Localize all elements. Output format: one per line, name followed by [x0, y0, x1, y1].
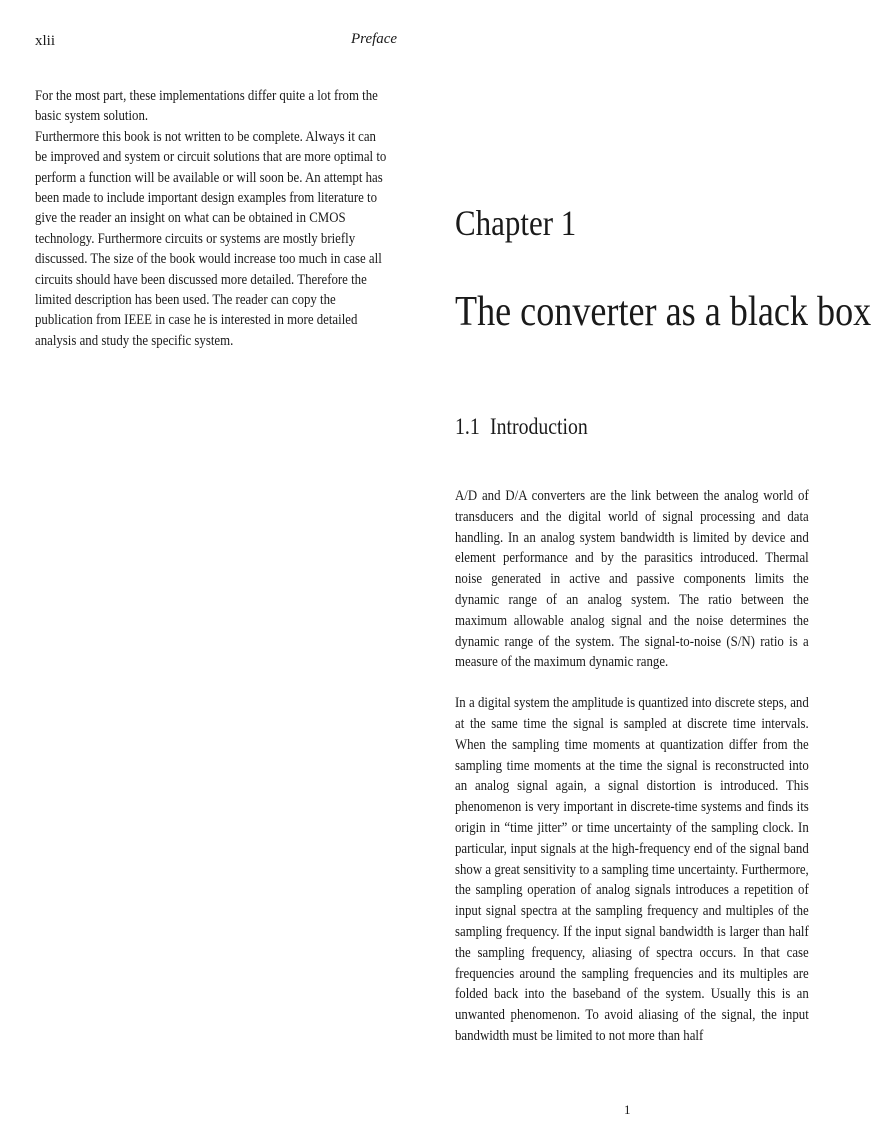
right-paragraph-2: In a digital system the amplitude is quantized into discrete steps, and at the same time the signal is sampled at discrete time intervals. When the sampling time moments at quantization differ from the sampling time moments at the time the signal is reconstructed into an analog signal again, a signal distortion is introduced. This phenomenon is very important in discrete-time systems and finds its origin in “time jitter” or time uncertainty of the sampling clock. In particular, input signals at the high-frequency end of the signal band show a great sensitivity to a sampling time uncertainty. Furthermore, the sampling operation of analog signals introduces a repetition of input signal spectra at the sampling frequency and multiples of the sampling frequency. If the input signal bandwidth is larger than half the sampling frequency, aliasing of spectra occurs. In that case frequencies around the sampling frequencies and its multiples are folded back into the baseband of the system. Usually this is an unwanted phenomenon. To avoid aliasing of the signal, the input bandwidth must be limited to not more than half [455, 695, 809, 1044]
left-body-text [35, 86, 387, 351]
section-heading [455, 414, 588, 440]
section-title: Introduction [490, 414, 588, 439]
right-body-text [455, 486, 809, 1067]
left-page-number: xlii [35, 33, 56, 49]
section-number: 1.1 [455, 414, 480, 439]
chapter-label: Chapter 1 [455, 203, 577, 243]
right-page-number: 1 [624, 1102, 631, 1117]
chapter-title: The converter as a black box [455, 289, 871, 335]
left-paragraph-1: For the most part, these implementations differ quite a lot from the basic system solution. [35, 88, 378, 125]
left-paragraph-2: Furthermore this book is not written to be complete. Always it can be improved and system or circuit solutions that are more optimal to perform a function will be available or will soon be. An attempt has been made to include important design examples from literature to give the reader an insight on what can be obtained in CMOS technology. Furthermore circuits or systems are mostly briefly discussed. The size of the book would increase too much in case all circuits should have been discussed more detailed. Therefore the limited description has been used. The reader can copy the publication from IEEE in case he is interested in more detailed analysis and study the specific system. [35, 128, 387, 349]
right-paragraph-1: A/D and D/A converters are the link between the analog world of transducers and the digital world of signal processing and data handling. In an analog system bandwidth is limited by device and element performance and by the parasitics introduced. Thermal noise generated in active and passive components limits the dynamic range of an analog system. The ratio between the maximum allowable analog signal and the noise determines the dynamic range of the system. The signal-to-noise (S/N) ratio is a measure of the maximum dynamic range. [455, 488, 809, 671]
left-page [0, 0, 408, 1123]
running-head: Preface [351, 31, 398, 47]
